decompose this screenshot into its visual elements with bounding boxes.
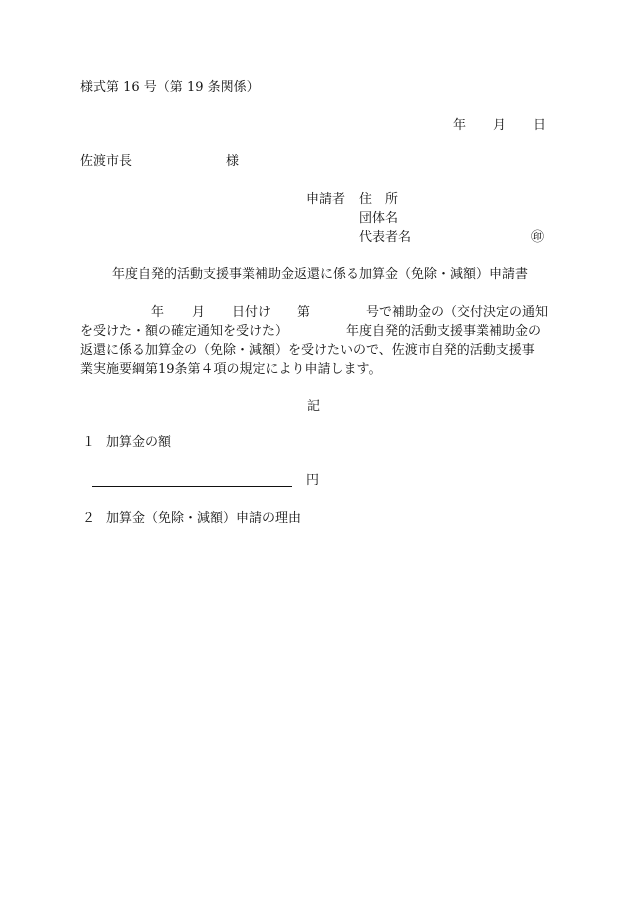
body-line2-right: 年度自発的活動支援事業補助金の [346,324,542,339]
body-day: 日付け [232,305,272,320]
addressee-honorific: 様 [226,154,240,169]
body-line2-left: を受けた・額の確定通知を受けた） [80,324,289,339]
body-line1-rest: 号で補助金の（交付決定の通知 [366,305,549,320]
body-no: 第 [297,305,311,320]
addressee-name: 佐渡市長 [80,154,133,169]
applicant-rep-label: 代表者名 [359,230,412,245]
seal-mark: ㊞ [531,230,545,245]
amount-underline [92,486,292,487]
item-2-label: 加算金（免除・減額）申請の理由 [106,511,302,526]
document-title: 年度自発的活動支援事業補助金返還に係る加算金（免除・減額）申請書 [112,267,529,282]
body-year: 年 [151,305,165,320]
item-1-number: １ [82,435,96,450]
body-month: 月 [192,305,206,320]
item-1-label: 加算金の額 [106,435,172,450]
date-year: 年 [453,118,467,133]
applicant-label: 申請者 [306,192,346,207]
item-2-number: ２ [82,511,96,526]
applicant-address-label: 住 所 [359,192,399,207]
body-line3: 返還に係る加算金の（免除・減額）を受けたいので、佐渡市自発的活動支援事 [80,343,535,358]
item-1-unit: 円 [306,473,320,488]
form-number: 様式第 16 号（第 19 条関係） [80,80,260,95]
body-line4: 業実施要綱第19条第４項の規定により申請します。 [80,362,382,377]
date-day: 日 [533,118,547,133]
applicant-group-label: 団体名 [359,211,399,226]
date-month: 月 [493,118,507,133]
ki-heading: 記 [307,399,321,414]
